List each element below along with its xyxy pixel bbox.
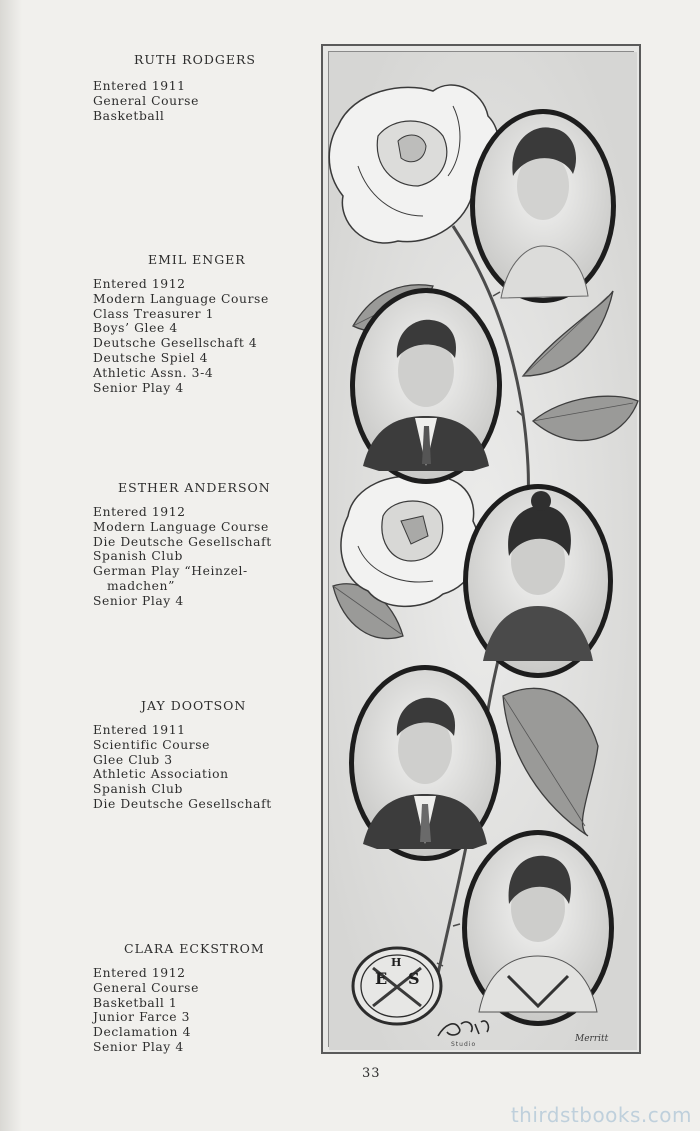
portrait-emil-enger — [350, 288, 502, 484]
student-details — [93, 277, 308, 395]
detail-line: Junior Farce 3 — [93, 1010, 191, 1025]
detail-line: Glee Club 3 — [93, 752, 173, 767]
detail-line: Basketball 1 — [93, 995, 178, 1010]
detail-line: Deutsche Gesellschaft 4 — [93, 336, 258, 351]
student-entry-ruth-rodgers — [93, 52, 308, 123]
detail-line: Entered 1912 — [93, 277, 186, 291]
detail-line: German Play “Heinzel- — [93, 564, 248, 579]
detail-line: Basketball — [93, 108, 165, 123]
detail-line: Senior Play 4 — [93, 593, 184, 608]
detail-line: Boys’ Glee 4 — [93, 321, 178, 336]
emblem-letter: H — [391, 956, 402, 969]
student-details — [93, 505, 308, 609]
detail-line: Entered 1911 — [93, 723, 186, 737]
detail-line: Spanish Club — [93, 782, 183, 797]
student-name: RUTH RODGERS — [134, 52, 256, 67]
student-details — [93, 79, 308, 123]
detail-line: Declamation 4 — [93, 1025, 192, 1040]
student-name: EMIL ENGER — [148, 252, 246, 267]
student-entry-clara-eckstrom — [93, 941, 308, 1055]
student-name: ESTHER ANDERSON — [118, 480, 271, 495]
detail-line: Entered 1912 — [93, 505, 186, 519]
detail-line: Athletic Assn. 3-4 — [93, 365, 214, 380]
detail-line: Senior Play 4 — [93, 1039, 184, 1054]
detail-line: Modern Language Course — [93, 291, 269, 306]
studio-label: Studio — [451, 1041, 477, 1048]
watermark: thirdstbooks.com — [510, 1103, 692, 1127]
detail-line: Entered 1911 — [93, 79, 186, 93]
portrait-ruth-rodgers — [470, 109, 616, 303]
detail-line: Athletic Association — [93, 767, 229, 782]
detail-line: Modern Language Course — [93, 519, 269, 534]
emblem-letter: E — [375, 969, 388, 988]
detail-line: Deutsche Spiel 4 — [93, 350, 209, 365]
student-entry-jay-dootson — [93, 698, 308, 812]
student-entry-esther-anderson — [93, 480, 308, 609]
detail-line: General Course — [93, 980, 199, 995]
emblem-letter: S — [408, 969, 420, 988]
detail-line: Die Deutsche Gesellschaft — [93, 796, 272, 811]
detail-line: madchen” — [107, 578, 175, 593]
detail-line: Class Treasurer 1 — [93, 306, 215, 321]
panel-artwork — [323, 46, 641, 1054]
portrait-esther-anderson — [463, 484, 613, 678]
detail-line: General Course — [93, 93, 199, 108]
student-entry-emil-enger — [93, 252, 308, 395]
detail-line: Scientific Course — [93, 737, 210, 752]
student-name: JAY DOOTSON — [141, 698, 247, 713]
detail-line: Die Deutsche Gesellschaft — [93, 534, 272, 549]
artist-signature: Merritt — [575, 1034, 609, 1044]
page-gutter — [0, 0, 22, 1131]
student-details — [93, 966, 308, 1055]
portrait-clara-eckstrom — [462, 830, 614, 1026]
detail-line: Senior Play 4 — [93, 380, 184, 395]
portrait-jay-dootson — [349, 665, 501, 861]
student-name: CLARA ECKSTROM — [124, 941, 265, 956]
detail-line: Entered 1912 — [93, 966, 186, 980]
rose-middle — [341, 476, 479, 606]
page-number: 33 — [362, 1066, 381, 1081]
portrait-panel — [321, 44, 641, 1054]
student-details — [93, 723, 308, 812]
detail-line: Spanish Club — [93, 549, 183, 564]
